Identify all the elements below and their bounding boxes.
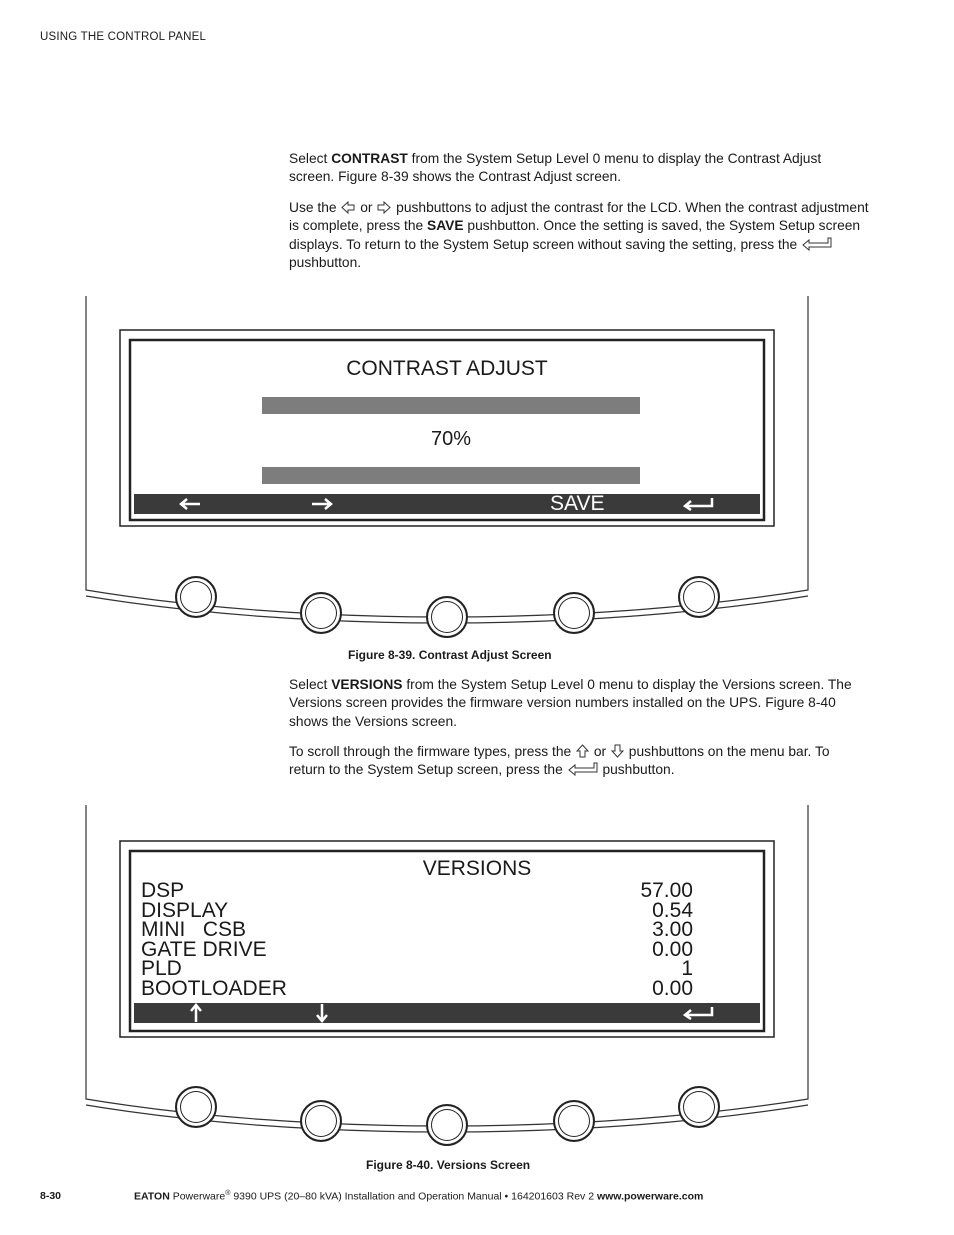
paragraph-contrast-instructions: Use the or pushbuttons to adjust the contrast for the LCD. When the contrast adjustment is complete, press the SAVE pushbutton. Once the setting is saved, the System Setup screen displays. To return to the System Setup screen without saving the setting, press the pushbutton.: [289, 200, 869, 270]
section-header: USING THE CONTROL PANEL: [40, 31, 207, 43]
hollow-up-arrow-icon: [576, 744, 589, 758]
footer-text: 9390 UPS (20–80 kVA) Installation and Operation Manual • 164201603 Rev 2: [230, 1190, 597, 1203]
firmware-version: 1: [681, 957, 693, 980]
contrast-bar-bottom: [262, 467, 640, 484]
arrow-right-icon[interactable]: [310, 498, 334, 510]
softkey-button-3[interactable]: [426, 596, 468, 638]
footer-citation: [134, 1190, 703, 1203]
hollow-enter-icon: [802, 237, 832, 251]
softkey-button-1[interactable]: [175, 576, 217, 618]
versions-list: [141, 881, 693, 998]
footer-url: www.powerware.com: [596, 1190, 704, 1203]
version-row-bootloader: [141, 976, 693, 1000]
versions-menu-bar: [134, 1003, 760, 1023]
firmware-name: PLD: [141, 957, 182, 980]
paragraph-versions-intro: Select VERSIONS from the System Setup Level 0 menu to display the Versions screen. The Versions screen provides the firmware version numbers installed on the UPS. Figure 8-40 shows the Versions screen.: [289, 677, 852, 729]
softkey-button-3[interactable]: [426, 1104, 468, 1146]
arrow-left-icon[interactable]: [178, 498, 202, 510]
save-menu-label[interactable]: SAVE: [550, 492, 605, 515]
arrow-up-icon[interactable]: [190, 1003, 202, 1023]
firmware-version: 57.00: [640, 879, 693, 902]
version-row-gate-drive: [141, 937, 693, 961]
contrast-menu-bar: [134, 494, 760, 514]
versions-screen-title: VERSIONS: [422, 857, 532, 880]
paragraph-contrast-intro: Select CONTRAST from the System Setup Level 0 menu to display the Contrast Adjust screen. Figure 8-39 shows the Contrast Adjust screen.: [289, 151, 822, 185]
firmware-version: 0.00: [652, 976, 693, 1000]
softkey-button-4[interactable]: [553, 592, 595, 634]
page-number: 8-30: [40, 1190, 62, 1202]
firmware-version: 0.00: [652, 937, 693, 961]
contrast-value: 70%: [430, 428, 472, 450]
softkey-button-5[interactable]: [678, 576, 720, 618]
arrow-down-icon[interactable]: [316, 1003, 328, 1023]
figure-caption-contrast: Figure 8-39. Contrast Adjust Screen: [348, 648, 552, 662]
paragraph-versions-instructions: To scroll through the firmware types, press the or pushbuttons on the menu bar. To return to the System Setup screen, press the pushbutton.: [289, 744, 830, 778]
firmware-name: GATE DRIVE: [141, 937, 267, 961]
hollow-enter-icon: [568, 762, 598, 776]
firmware-name: BOOTLOADER: [141, 976, 287, 1000]
contrast-screen-title: CONTRAST ADJUST: [346, 357, 548, 380]
firmware-name: MINI CSB: [141, 918, 247, 941]
hollow-down-arrow-icon: [611, 744, 624, 758]
version-row-dsp: [141, 881, 693, 901]
footer-brand: EATON: [134, 1190, 170, 1203]
figure-caption-versions: Figure 8-40. Versions Screen: [366, 1158, 531, 1172]
hollow-right-arrow-icon: [377, 201, 391, 214]
softkey-button-2[interactable]: [300, 1100, 342, 1142]
version-row-mini-csb: [141, 920, 693, 940]
softkey-button-5[interactable]: [678, 1086, 720, 1128]
softkey-button-1[interactable]: [175, 1086, 217, 1128]
enter-return-icon[interactable]: [682, 1006, 716, 1020]
firmware-name: DISPLAY: [141, 898, 229, 922]
hollow-left-arrow-icon: [341, 201, 355, 214]
firmware-version: 0.54: [652, 898, 693, 922]
softkey-button-2[interactable]: [300, 592, 342, 634]
footer-product: Powerware: [169, 1190, 226, 1203]
softkey-button-4[interactable]: [553, 1100, 595, 1142]
footer-reg-mark: ®: [225, 1190, 231, 1197]
firmware-name: DSP: [141, 879, 185, 902]
version-row-pld: [141, 959, 693, 979]
contrast-bar-top: [262, 397, 640, 414]
firmware-version: 3.00: [652, 918, 693, 941]
enter-return-icon[interactable]: [682, 497, 716, 511]
